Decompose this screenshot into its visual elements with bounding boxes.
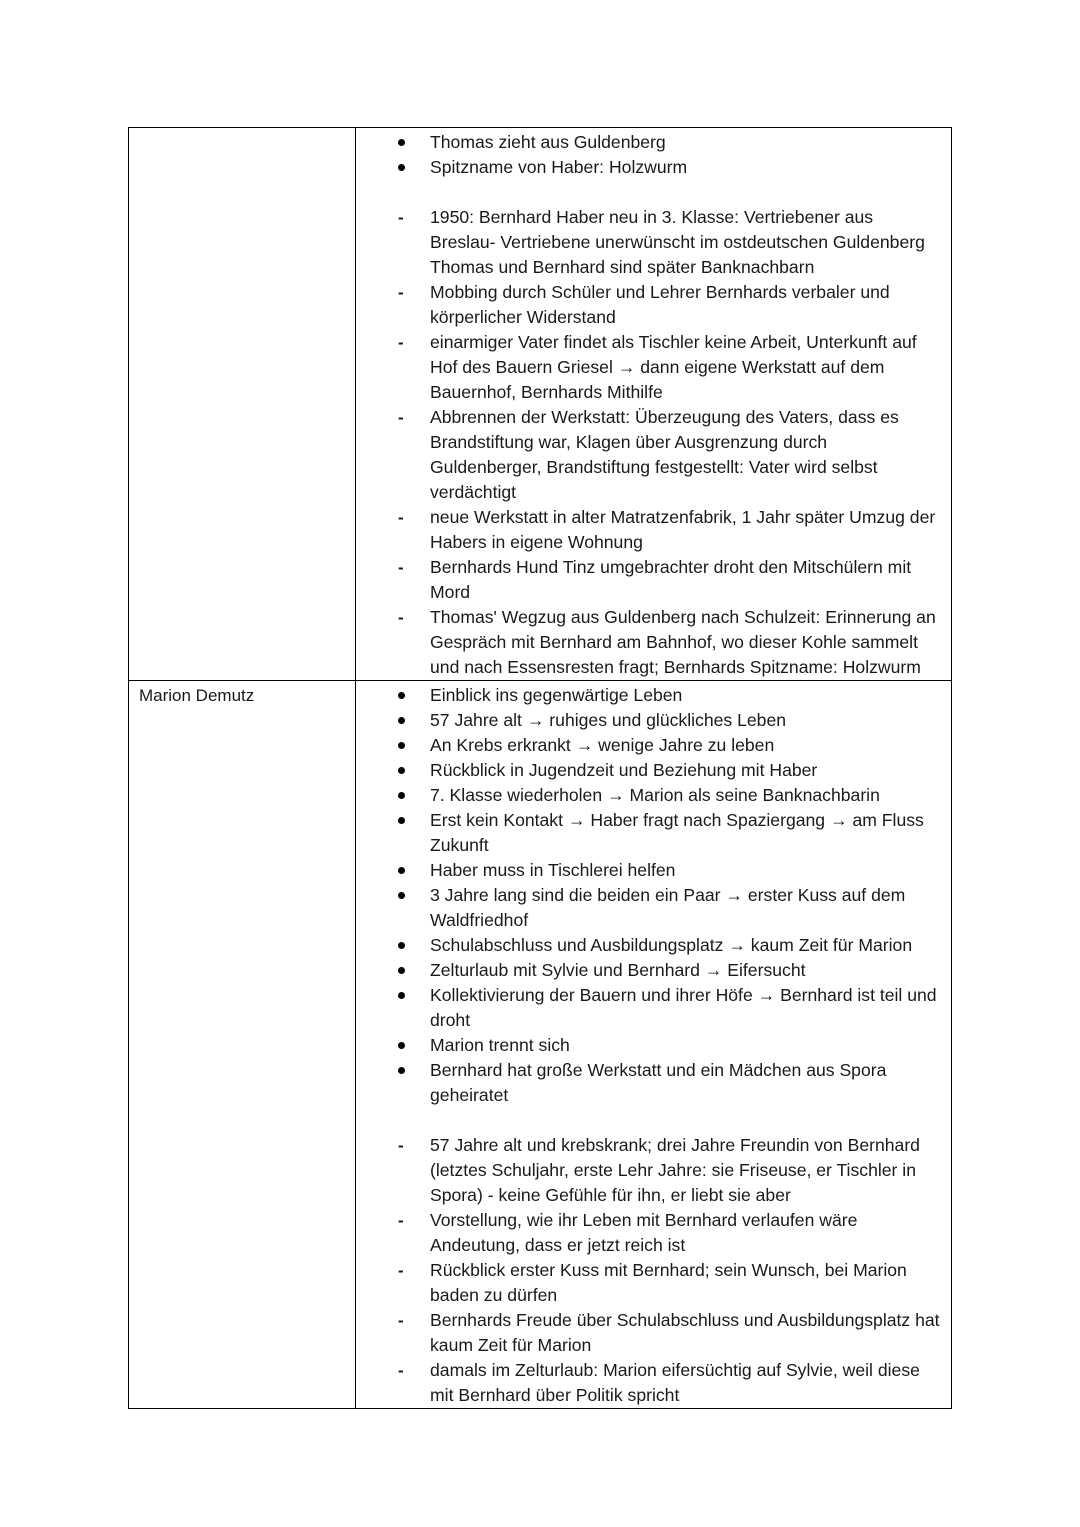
list-item: Schulabschluss und Ausbildungsplatz → kaum Zeit für Marion xyxy=(356,933,943,958)
character-name: Marion Demutz xyxy=(139,686,255,705)
character-name-cell xyxy=(129,128,356,681)
list-item: - 1950: Bernhard Haber neu in 3. Klasse: Vertriebener aus Breslau- Vertriebene unerwünscht im ostdeutschen Guldenberg Thomas und Bernhard sind später Banknachbarn xyxy=(356,205,943,280)
notes-cell xyxy=(356,128,952,681)
list-item: - Bernhards Hund Tinz umgebrachter droht den Mitschülern mit Mord xyxy=(356,555,943,605)
dash-list xyxy=(356,1133,943,1408)
list-item: - Abbrennen der Werkstatt: Überzeugung des Vaters, dass es Brandstiftung war, Klagen über Ausgrenzung durch Guldenberger, Brandstiftung festgestellt: Vater wird selbst verdächtigt xyxy=(356,405,943,505)
list-item: Einblick ins gegenwärtige Leben xyxy=(356,683,943,708)
table-row xyxy=(129,681,952,1409)
list-item: Thomas zieht aus Guldenberg xyxy=(356,130,943,155)
list-item: Kollektivierung der Bauern und ihrer Höfe → Bernhard ist teil und droht xyxy=(356,983,943,1033)
list-item: Spitzname von Haber: Holzwurm xyxy=(356,155,943,180)
list-item: Erst kein Kontakt → Haber fragt nach Spaziergang → am Fluss Zukunft xyxy=(356,808,943,858)
list-item: Haber muss in Tischlerei helfen xyxy=(356,858,943,883)
list-item: An Krebs erkrankt → wenige Jahre zu leben xyxy=(356,733,943,758)
list-item: 7. Klasse wiederholen → Marion als seine Banknachbarin xyxy=(356,783,943,808)
list-item: Marion trennt sich xyxy=(356,1033,943,1058)
list-item: - damals im Zelturlaub: Marion eifersüchtig auf Sylvie, weil diese mit Bernhard über Politik spricht xyxy=(356,1358,943,1408)
notes-cell xyxy=(356,681,952,1409)
list-item: 57 Jahre alt → ruhiges und glückliches Leben xyxy=(356,708,943,733)
list-item: - einarmiger Vater findet als Tischler keine Arbeit, Unterkunft auf Hof des Bauern Griesel → dann eigene Werkstatt auf dem Bauernhof, Bernhards Mithilfe xyxy=(356,330,943,405)
bullet-list xyxy=(356,683,943,1108)
list-item: - Thomas' Wegzug aus Guldenberg nach Schulzeit: Erinnerung an Gespräch mit Bernhard am Bahnhof, wo dieser Kohle sammelt und nach Essensresten fragt; Bernhards Spitzname: Holzwurm xyxy=(356,605,943,680)
notes-table xyxy=(128,127,952,1409)
dash-list xyxy=(356,205,943,680)
list-item: Bernhard hat große Werkstatt und ein Mädchen aus Spora geheiratet xyxy=(356,1058,943,1108)
list-item: - Bernhards Freude über Schulabschluss und Ausbildungsplatz hat kaum Zeit für Marion xyxy=(356,1308,943,1358)
list-item: - Rückblick erster Kuss mit Bernhard; sein Wunsch, bei Marion baden zu dürfen xyxy=(356,1258,943,1308)
list-item: - Vorstellung, wie ihr Leben mit Bernhard verlaufen wäre Andeutung, dass er jetzt reich ist xyxy=(356,1208,943,1258)
list-item: 3 Jahre lang sind die beiden ein Paar → erster Kuss auf dem Waldfriedhof xyxy=(356,883,943,933)
list-item: - neue Werkstatt in alter Matratzenfabrik, 1 Jahr später Umzug der Habers in eigene Wohnung xyxy=(356,505,943,555)
list-item: - 57 Jahre alt und krebskrank; drei Jahre Freundin von Bernhard (letztes Schuljahr, erste Lehr Jahre: sie Friseuse, er Tischler in Spora) - keine Gefühle für ihn, er liebt sie aber xyxy=(356,1133,943,1208)
list-item: Rückblick in Jugendzeit und Beziehung mit Haber xyxy=(356,758,943,783)
bullet-list xyxy=(356,130,943,180)
list-item: Zelturlaub mit Sylvie und Bernhard → Eifersucht xyxy=(356,958,943,983)
character-name-cell xyxy=(129,681,356,1409)
list-item: - Mobbing durch Schüler und Lehrer Bernhards verbaler und körperlicher Widerstand xyxy=(356,280,943,330)
table-row xyxy=(129,128,952,681)
